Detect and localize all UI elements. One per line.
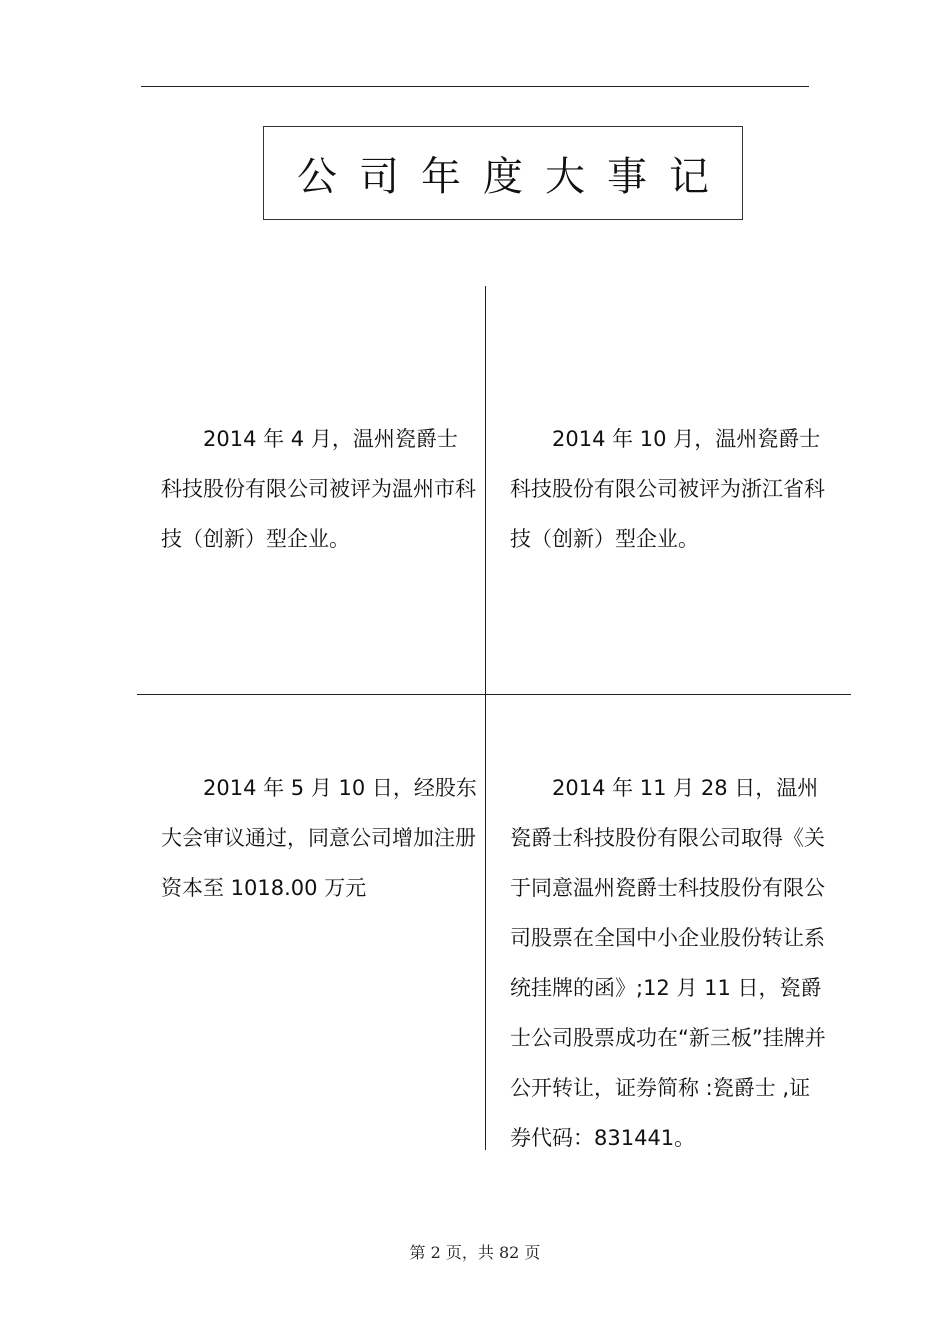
event-2014-11: 2014 年 11 月 28 日，温州瓷爵士科技股份有限公司取得《关于同意温州瓷爵士科技股份有限公司股票在全国中小企业股份转让系统挂牌的函》;12 月 11 日，瓷爵士公司股票成功在“新三板”挂牌并公开转让，证券简称 :瓷爵士 ,证券代码：831441。: [510, 776, 826, 1150]
header-rule: [141, 86, 809, 87]
page-footer: 第 2 页，共 82 页: [409, 1243, 541, 1262]
horizontal-divider: [137, 694, 851, 695]
event-2014-10: 2014 年 10 月，温州瓷爵士科技股份有限公司被评为浙江省科技（创新）型企业。: [510, 427, 825, 551]
title-box: [263, 126, 743, 220]
event-2014-05: 2014 年 5 月 10 日，经股东大会审议通过，同意公司增加注册资本至 1018.00 万元: [161, 776, 477, 900]
event-2014-04: 2014 年 4 月，温州瓷爵士科技股份有限公司被评为温州市科技（创新）型企业。: [161, 427, 476, 551]
vertical-divider: [485, 286, 486, 1150]
page-title: 公司年度大事记: [297, 153, 731, 200]
